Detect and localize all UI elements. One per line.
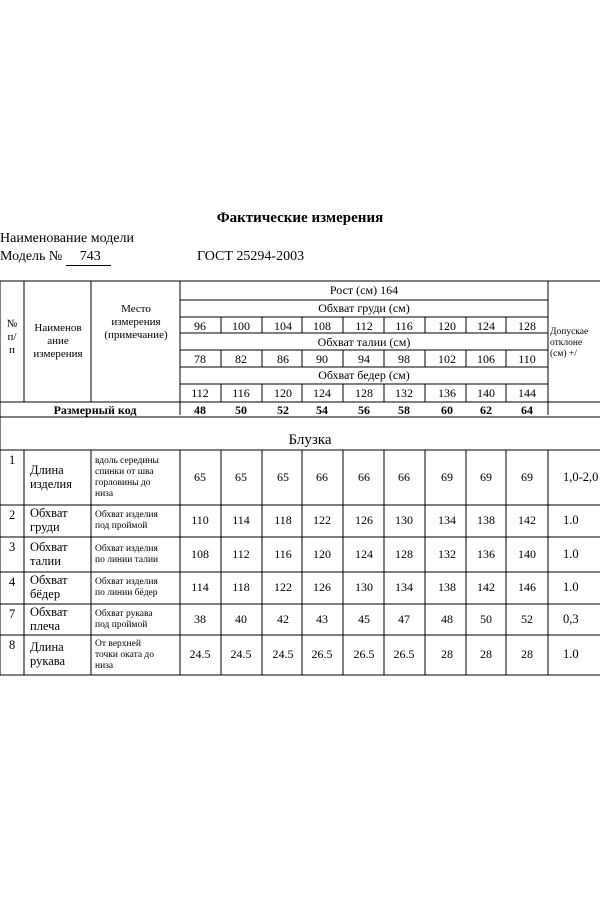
row-number: 2 [9,508,16,522]
header-chest-label: Обхват груди (см) [318,301,410,315]
row-tolerance: 0,3 [563,611,579,626]
header-place [92,303,180,342]
row-number: 4 [9,575,16,589]
chest-size: 100 [232,319,250,333]
row-value: 130 [355,580,373,594]
row-name-line: изделия [30,476,72,491]
size-code-label: Размерный код [53,403,137,417]
size-code: 60 [441,403,453,417]
row-place-line: вдоль середины [95,455,159,466]
waist-size: 82 [235,352,247,366]
row-number: 1 [9,453,16,467]
size-code: 58 [398,403,410,417]
row-value: 114 [191,580,209,594]
header-tolerance-line: Допускае [550,327,589,337]
row-value: 112 [232,546,250,561]
row-name-line: плеча [30,618,60,633]
row-value: 116 [274,546,292,561]
document-title: Фактические измерения [216,210,384,226]
size-code: 56 [358,403,370,417]
row-place-line: Обхват изделия [95,577,158,587]
row-number: 8 [9,638,16,652]
row-value: 128 [395,546,413,561]
row-value: 66 [398,469,410,484]
row-value: 48 [441,611,453,626]
gost-standard: ГОСТ 25294-2003 [197,249,305,264]
row-place-line: Обхват изделия [95,510,158,520]
header-number-line: № [6,318,18,330]
hips-size: 120 [274,386,292,400]
row-value: 108 [191,546,209,561]
size-code: 50 [235,403,247,417]
row-value: 52 [521,611,533,626]
row-value: 138 [438,580,456,594]
hips-size: 112 [191,386,209,400]
row-value: 65 [235,469,247,484]
waist-size: 94 [358,352,370,366]
section-title: Блузка [288,432,332,448]
row-place-line: под проймой [95,521,148,531]
header-place-line: Место [121,303,151,315]
hips-size: 116 [232,386,250,400]
row-value: 65 [194,469,206,484]
row-value: 40 [235,611,247,626]
chest-size: 112 [355,319,373,333]
row-value: 28 [521,647,533,661]
chest-size: 104 [274,319,292,333]
row-name-line: бёдер [30,587,61,601]
row-value: 50 [480,611,492,626]
row-value: 42 [277,611,289,626]
header-name-line: измерения [33,348,83,360]
row-value: 140 [518,546,536,561]
row-name [30,463,90,491]
row-value: 26.5 [393,647,415,661]
chest-size: 116 [395,319,413,333]
row-place [95,639,179,672]
row-value: 24.5 [272,647,294,661]
row-place-line: горловины до [95,477,151,488]
chest-size: 96 [194,319,206,333]
chest-size: 108 [313,319,331,333]
header-tolerance [550,327,600,360]
row-name [30,506,90,534]
row-place-line: по линии бёдер [95,588,158,598]
row-value: 122 [313,513,331,527]
row-name-line: Обхват [30,506,68,520]
header-place-line: (примечание) [104,329,168,341]
row-place-line: Обхват рукава [95,608,153,619]
hips-size: 144 [518,386,536,400]
row-place-line: под проймой [95,619,148,630]
header-name-line: Наименов [34,322,82,334]
header-hips-label: Обхват бедер (см) [318,368,410,382]
row-place-line: спинки от шва [95,466,154,477]
header-height: Рост (см) 164 [329,283,399,297]
row-value: 65 [277,469,289,484]
header-waist-label: Обхват талии (см) [317,335,411,349]
hips-size: 124 [313,386,331,400]
row-value: 126 [355,513,373,527]
row-place-line: низа [95,488,114,499]
row-place-line: низа [95,660,114,671]
chest-size: 124 [477,319,495,333]
hips-size: 136 [438,386,456,400]
row-name-line: Обхват [30,573,68,587]
header-name [26,322,90,361]
row-value: 28 [441,647,453,661]
waist-size: 98 [398,352,410,366]
row-place [95,577,179,599]
row-name [30,640,90,668]
row-place [95,544,179,566]
row-place-line: От верхней [95,638,141,649]
row-value: 24.5 [189,647,211,661]
hips-size: 140 [477,386,495,400]
row-value: 142 [518,513,536,527]
row-number: 7 [9,607,16,621]
row-tolerance: 1.0 [563,513,579,527]
row-place-line: Обхват изделия [95,543,158,554]
row-value: 142 [477,580,495,594]
row-value: 28 [480,647,492,661]
row-place [95,510,179,532]
row-tolerance: 1.0 [563,647,579,661]
row-value: 126 [313,580,331,594]
row-value: 134 [395,580,413,594]
row-value: 146 [518,580,536,594]
row-value: 114 [232,513,250,527]
row-tolerance: 1.0 [563,580,579,594]
row-value: 132 [438,546,456,561]
row-name-line: Длина [30,640,64,654]
row-value: 120 [313,546,331,561]
chest-size: 120 [438,319,456,333]
row-number: 3 [9,540,16,554]
header-number [2,318,22,357]
waist-size: 110 [518,352,536,366]
chest-size: 128 [518,319,536,333]
row-value: 138 [477,513,495,527]
row-name-line: рукава [30,654,66,668]
header-tolerance-line: отклоне [550,338,583,348]
row-place-line: точки оката до [95,649,155,660]
hips-size: 132 [395,386,413,400]
row-value: 24.5 [230,647,252,661]
waist-size: 106 [477,352,495,366]
row-value: 122 [274,580,292,594]
row-value: 134 [438,513,456,527]
row-value: 38 [194,611,206,626]
waist-size: 78 [194,352,206,366]
row-value: 43 [316,611,328,626]
row-name [30,573,90,601]
waist-size: 102 [438,352,456,366]
model-number-label: Модель № [0,249,63,264]
size-code: 48 [194,403,206,417]
row-value: 118 [274,513,292,527]
row-name-line: Обхват [30,539,68,554]
row-name-line: талии [30,553,61,568]
waist-size: 86 [277,352,289,366]
row-name-line: Длина [30,462,64,477]
size-code: 52 [277,403,289,417]
row-tolerance: 1.0 [563,546,579,561]
header-number-line: п [9,344,15,356]
row-value: 136 [477,546,495,561]
model-name-label: Наименование модели [0,231,134,246]
row-value: 66 [358,469,370,484]
row-value: 69 [521,469,533,484]
row-name-line: груди [30,520,60,534]
row-value: 47 [398,611,410,626]
row-name [30,540,90,568]
row-value: 69 [480,469,492,484]
size-code: 62 [480,403,492,417]
header-place-line: измерения [111,316,161,328]
row-name-line: Обхват [30,604,68,619]
row-place [95,456,179,500]
row-place-line: по линии талии [95,554,159,565]
hips-size: 128 [355,386,373,400]
row-value: 118 [232,580,250,594]
row-value: 124 [355,546,373,561]
header-name-line: ание [47,335,69,347]
row-value: 45 [358,611,370,626]
row-value: 69 [441,469,453,484]
row-value: 66 [316,469,328,484]
waist-size: 90 [316,352,328,366]
size-code: 54 [316,403,328,417]
row-tolerance: 1,0-2,0 [563,469,599,484]
row-name [30,605,90,633]
row-value: 130 [395,513,413,527]
row-value: 26.5 [311,647,333,661]
row-value: 110 [191,513,209,527]
header-number-line: п/ [7,331,17,343]
row-value: 26.5 [353,647,375,661]
row-place [95,609,179,631]
model-number-value: 743 [66,249,111,266]
size-code: 64 [521,403,533,417]
header-tolerance-line: (см) +/ [550,349,577,359]
